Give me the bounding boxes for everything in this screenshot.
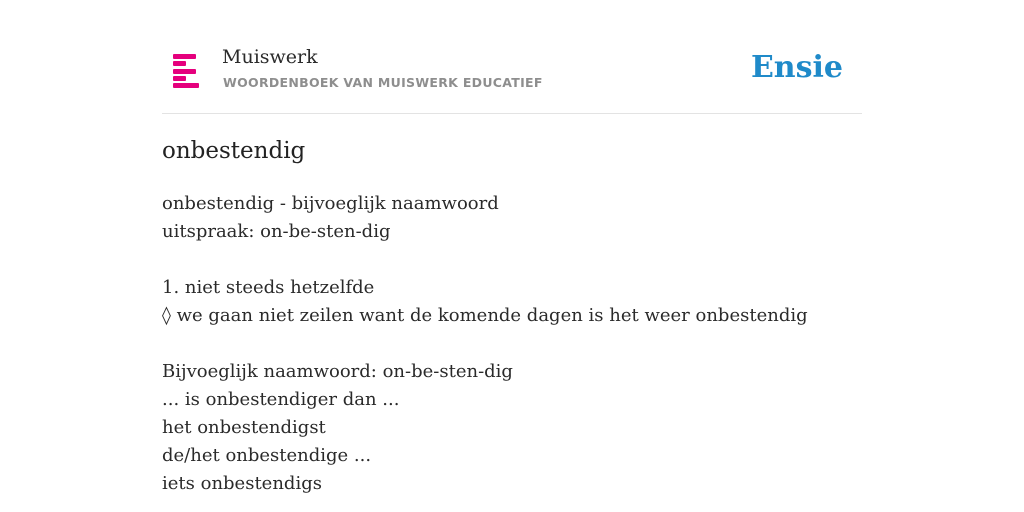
- entry-line: het onbestendigst: [162, 417, 326, 438]
- entry-line: iets onbestendigs: [162, 473, 322, 494]
- entry-line: uitspraak: on-be-sten-dig: [162, 221, 391, 242]
- entry-line: de/het onbestendige ...: [162, 445, 372, 466]
- entry-line: 1. niet steeds hetzelfde: [162, 277, 375, 298]
- publisher-name[interactable]: Muiswerk: [222, 46, 318, 68]
- entry-line: [162, 246, 862, 274]
- entry-line: onbestendig - bijvoeglijk naamwoord: [162, 193, 499, 214]
- entry-line: ... is onbestendiger dan ...: [162, 389, 400, 410]
- publisher-subtitle: WOORDENBOEK VAN MUISWERK EDUCATIEF: [223, 75, 543, 90]
- entry-line: [162, 330, 862, 358]
- entry-body: [162, 190, 862, 498]
- site-header: [162, 0, 862, 114]
- entry-line: ◊ we gaan niet zeilen want de komende dagen is het weer onbestendig: [162, 305, 808, 326]
- page-title: onbestendig: [162, 138, 306, 164]
- entry-line: Bijvoeglijk naamwoord: on-be-sten-dig: [162, 361, 513, 382]
- muiswerk-logo-icon: [173, 54, 199, 88]
- ensie-logo-link[interactable]: Ensie: [750, 50, 843, 85]
